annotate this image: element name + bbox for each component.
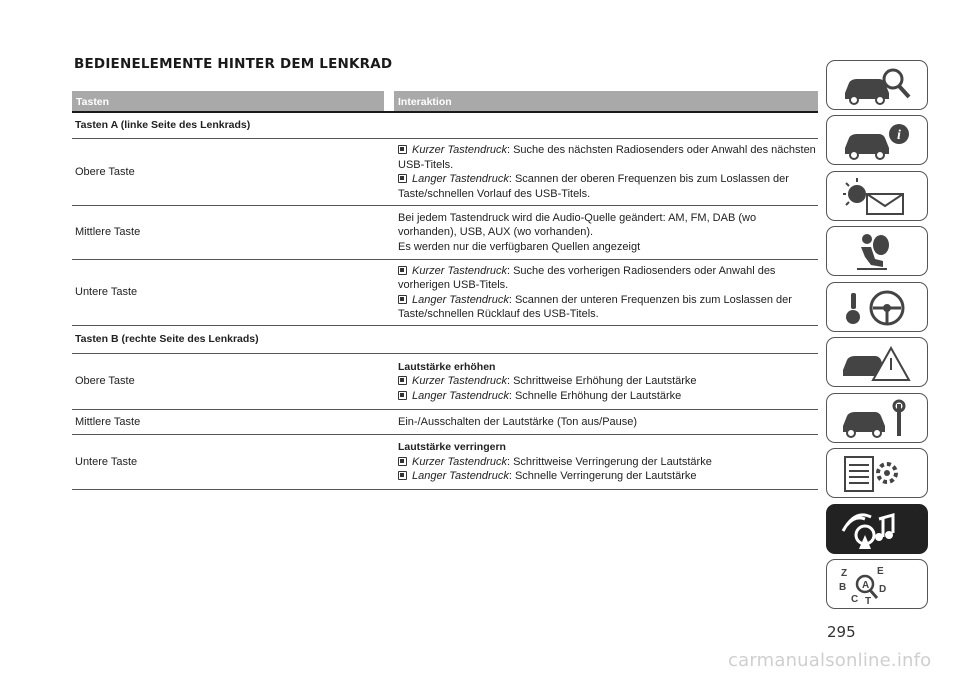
svg-text:B: B	[839, 582, 847, 593]
table-header	[72, 91, 818, 113]
svg-text:A: A	[862, 580, 870, 591]
car-accident-icon	[837, 342, 917, 384]
bullet-icon	[398, 174, 407, 183]
svg-text:T: T	[865, 596, 872, 606]
table-row-a-obere	[72, 139, 818, 206]
column-header-interaktion: Interaktion	[398, 96, 452, 108]
table-row-b-untere	[72, 435, 818, 490]
tab-steering[interactable]	[826, 282, 928, 332]
car-search-icon	[837, 65, 917, 107]
table-row-a-untere	[72, 260, 818, 326]
tab-index[interactable]	[826, 559, 928, 609]
controls-table	[72, 91, 818, 490]
svg-text:E: E	[877, 566, 884, 577]
row-description: Ein-/Ausschalten der Lautstärke (Ton aus/Pause)	[398, 415, 638, 428]
svg-text:C: C	[851, 594, 859, 605]
row-label: Obere Taste	[75, 165, 135, 178]
tab-warning-lights[interactable]	[826, 171, 928, 221]
row-description: Kurzer Tastendruck: Suche des nächsten Radiosenders oder Anwahl des nächsten USB-Titels. Langer Tastendruck: Scannen der oberen Frequenzen bis zum Loslassen der Taste/schnellen Vorlauf des USB-Titels.	[398, 144, 816, 200]
svg-text:i: i	[897, 128, 901, 143]
table-row-b-obere	[72, 354, 818, 410]
bullet-icon	[398, 266, 407, 275]
column-header-tasten: Tasten	[76, 96, 110, 108]
row-description: Lautstärke verringern Kurzer Tastendruck: Schrittweise Verringerung der Lautstärke Langer Tastendruck: Schnelle Verringerung der Lautstärke	[398, 441, 712, 483]
page-number: 295	[827, 623, 856, 641]
row-description: Lautstärke erhöhen Kurzer Tastendruck: Schrittweise Erhöhung der Lautstärke Langer Tastendruck: Schnelle Erhöhung der Lautstärke	[398, 360, 697, 402]
specs-gear-icon	[837, 453, 917, 495]
tab-maintenance[interactable]	[826, 393, 928, 443]
tab-airbag[interactable]	[826, 226, 928, 276]
tab-specs[interactable]	[826, 448, 928, 498]
table-row-a-mittlere	[72, 206, 818, 260]
bullet-icon	[398, 376, 407, 385]
bullet-icon	[398, 457, 407, 466]
warning-lights-icon	[837, 176, 917, 218]
table-row-b-mittlere	[72, 410, 818, 435]
row-description: Kurzer Tastendruck: Suche des vorherigen Radiosenders oder Anwahl des vorherigen USB-Titels. Langer Tastendruck: Scannen der unteren Frequenzen bis zum Loslassen der Taste/schnellen Rücklauf des USB-Titels.	[398, 264, 792, 320]
bullet-icon	[398, 471, 407, 480]
airbag-passenger-icon	[837, 231, 917, 273]
tab-car-search[interactable]	[826, 60, 928, 110]
row-label: Untere Taste	[75, 286, 138, 299]
row-label: Mittlere Taste	[75, 226, 141, 239]
row-label: Mittlere Taste	[75, 415, 141, 428]
index-search-icon	[837, 564, 917, 606]
tab-multimedia[interactable]	[826, 504, 928, 554]
page-heading: BEDIENELEMENTE HINTER DEM LENKRAD	[74, 56, 393, 72]
watermark: carmanualsonline.info	[728, 650, 932, 671]
bullet-icon	[398, 295, 407, 304]
row-description: Bei jedem Tastendruck wird die Audio-Quelle geändert: AM, FM, DAB (wo vorhanden), USB, AUX (wo vorhanden). Es werden nur die verfügbaren Quellen angezeigt	[398, 211, 757, 253]
bullet-icon	[398, 145, 407, 154]
row-label: Untere Taste	[75, 455, 138, 468]
row-label: Obere Taste	[75, 375, 135, 388]
steering-wheel-icon	[837, 287, 917, 329]
tab-car-info[interactable]	[826, 115, 928, 165]
multimedia-music-icon	[837, 509, 917, 551]
section-title-tasten-a: Tasten A (linke Seite des Lenkrads)	[72, 113, 818, 139]
svg-text:D: D	[879, 584, 887, 595]
tab-accident[interactable]	[826, 337, 928, 387]
svg-text:Z: Z	[841, 568, 848, 579]
bullet-icon	[398, 391, 407, 400]
car-info-icon	[837, 120, 917, 162]
section-title-tasten-b: Tasten B (rechte Seite des Lenkrads)	[72, 326, 818, 354]
car-wrench-icon	[837, 398, 917, 440]
